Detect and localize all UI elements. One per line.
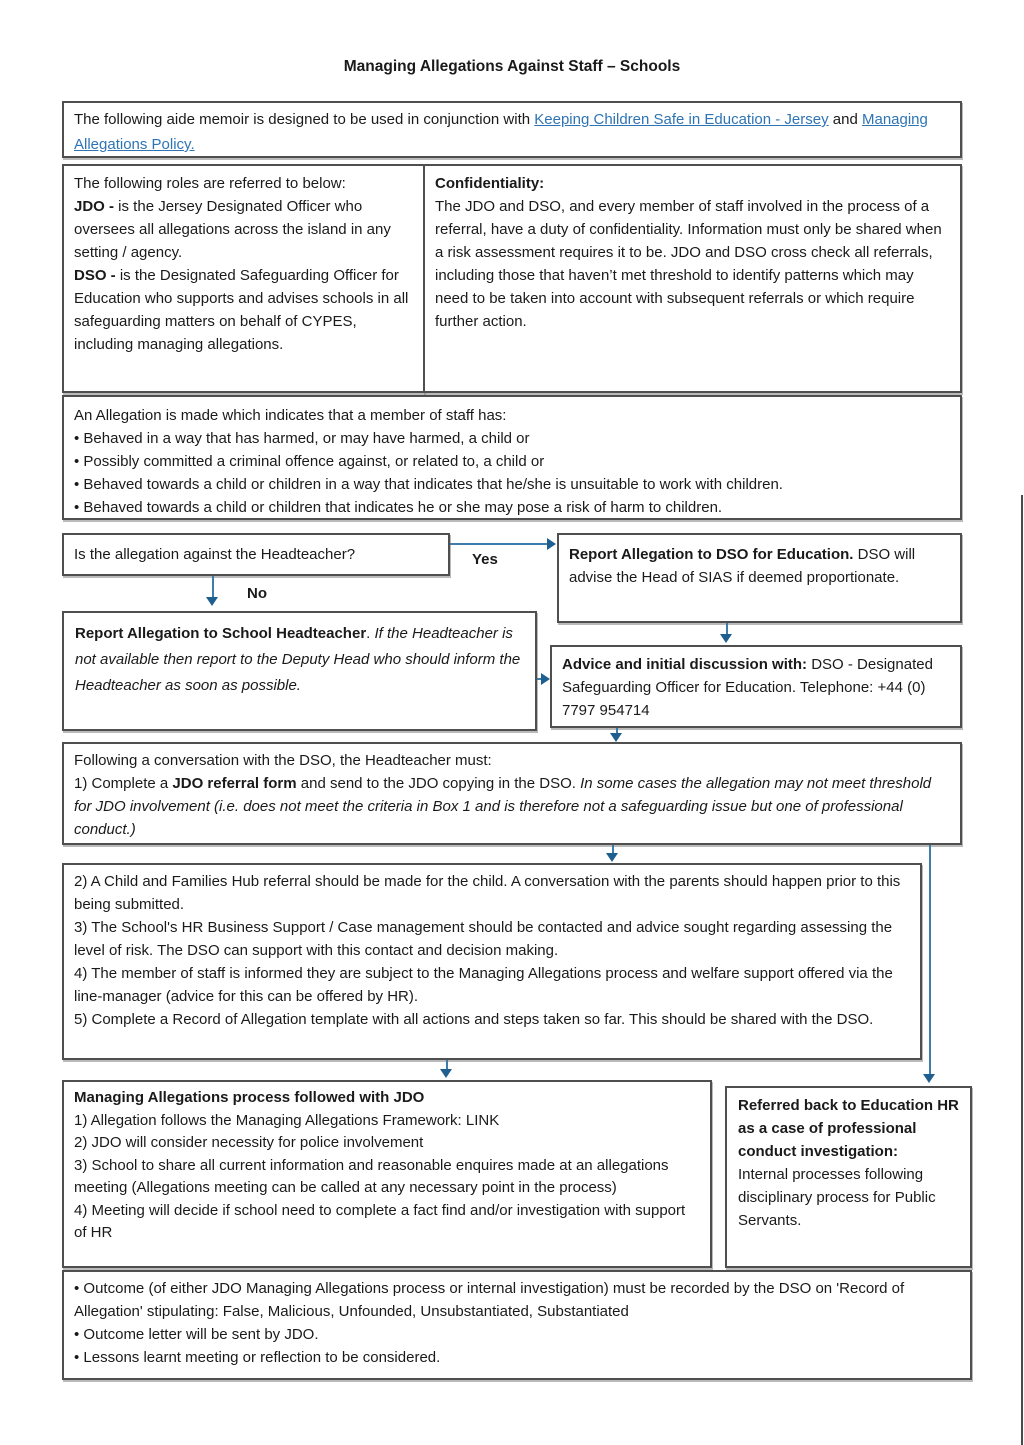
- jdo-process-heading: Managing Allegations process followed with JDO: [74, 1089, 425, 1106]
- roles-definition-box: [62, 164, 425, 393]
- confidentiality-body: The JDO and DSO, and every member of staff involved in the process of a referral, have a duty of confidentiality. Information must only be shared when a risk assessment requires it to be. JDO and DSO cross check all referrals, including those that haven’t met threshold to identify patterns which may need to be taken into account with subsequent referrals or which require further action.: [435, 198, 942, 330]
- outcome-box: [62, 1270, 972, 1380]
- link-keeping-children-safe[interactable]: Keeping Children Safe in Education - Jersey: [534, 111, 829, 128]
- referred-rest: Internal processes following disciplinary process for Public Servants.: [738, 1166, 936, 1229]
- step1-mid: and send to the JDO copying in the DSO.: [296, 775, 581, 792]
- intro-box: [62, 101, 962, 158]
- following-step1: [74, 772, 950, 841]
- allegation-bullet: • Behaved towards a child or children in a way that indicates that he/she is unsuitable to work with children.: [74, 476, 783, 493]
- headteacher-question: Is the allegation against the Headteacher?: [74, 546, 356, 563]
- following-to-referred-arrowhead-icon: [923, 1074, 935, 1083]
- advice-rest: DSO - Designated Safeguarding Officer for Education. Telephone: +44 (0) 7797 954714: [562, 656, 933, 719]
- step-item: 2) A Child and Families Hub referral should be made for the child. A conversation with the parents should happen prior to this being submitted.: [74, 873, 901, 913]
- following-to-referred-arrow-line: [929, 845, 931, 1075]
- headteacher-question-box: [62, 533, 450, 576]
- jdo-label: JDO -: [74, 198, 115, 215]
- yes-arrowhead-icon: [547, 538, 556, 550]
- jdo-process-item: 3) School to share all current information and reasonable enquires made at an allegations meeting (Allegations meeting can be called at any necessary point in the process): [74, 1156, 669, 1196]
- confidentiality-heading: Confidentiality:: [435, 175, 545, 192]
- steps-to-jdo-process-arrowhead-icon: [440, 1069, 452, 1078]
- page-title: Managing Allegations Against Staff – Schools: [343, 58, 681, 75]
- jdo-text: is the Jersey Designated Officer who oversees all allegations across the island in any setting / agency.: [74, 198, 391, 261]
- outcome-bullet: • Outcome (of either JDO Managing Allegations process or internal investigation) must be recorded by the DSO on 'Record of Allegation' stipulating: False, Malicious, Unfounded, Unsubstantiated, Substantiated: [74, 1280, 905, 1320]
- allegation-bullet: • Possibly committed a criminal offence against, or related to, a child or: [74, 453, 545, 470]
- confidentiality-box: [423, 164, 962, 393]
- jdo-process-item: 2) JDO will consider necessity for police involvement: [74, 1134, 424, 1151]
- intro-text: The following aide memoir is designed to be used in conjunction with: [74, 111, 535, 128]
- link-managing-allegations-policy[interactable]: Managing Allegations Policy.: [74, 111, 928, 153]
- steps-2-5-box: [62, 863, 922, 1060]
- dso-text: is the Designated Safeguarding Officer for Education who supports and advises schools in all safeguarding matters on behalf of CYPES, including managing allegations.: [74, 267, 409, 353]
- dso-definition: [74, 264, 413, 356]
- following-line1: Following a conversation with the DSO, the Headteacher must:: [74, 752, 492, 769]
- step1-bold: JDO referral form: [172, 775, 297, 792]
- report-to-dso-box: [557, 533, 962, 623]
- step-item: 3) The School's HR Business Support / Case management should be contacted and advice sought regarding assessing the level of risk. The DSO can support with this contact and decision making.: [74, 919, 893, 959]
- yes-label: Yes: [472, 551, 498, 568]
- allegation-bullet: • Behaved towards a child or children that indicates he or she may pose a risk of harm to children.: [74, 499, 723, 516]
- yes-arrow-line: [450, 543, 547, 545]
- no-arrowhead-icon: [206, 597, 218, 606]
- referred-bold: Referred back to Education HR as a case of professional conduct investigation:: [738, 1097, 959, 1160]
- roles-intro: The following roles are referred to below:: [74, 175, 346, 192]
- report-to-headteacher-sep: .: [366, 625, 375, 642]
- allegation-definition-box: [62, 395, 962, 520]
- headteacher-to-advice-arrowhead-icon: [541, 673, 550, 685]
- referred-to-hr-box: [725, 1086, 972, 1268]
- no-arrow-line: [212, 576, 214, 599]
- report-to-headteacher-box: [62, 611, 537, 731]
- intro-and: and: [828, 111, 862, 128]
- advice-discussion-box: [550, 645, 962, 728]
- step-item: 4) The member of staff is informed they are subject to the Managing Allegations process and welfare support offered via the line-manager (advice for this can be offered by HR).: [74, 965, 893, 1005]
- step1-pre: 1) Complete a: [74, 775, 173, 792]
- allegation-intro: An Allegation is made which indicates that a member of staff has:: [74, 407, 507, 424]
- jdo-definition: [74, 195, 413, 264]
- dso-to-advice-arrowhead-icon: [720, 634, 732, 643]
- jdo-process-box: [62, 1080, 712, 1268]
- outcome-bullet: • Lessons learnt meeting or reflection to be considered.: [74, 1349, 441, 1366]
- jdo-process-item: 1) Allegation follows the Managing Allegations Framework: LINK: [74, 1111, 500, 1129]
- step-item: 5) Complete a Record of Allegation template with all actions and steps taken so far. This should be shared with the DSO.: [74, 1011, 874, 1028]
- report-to-headteacher-italic: If the Headteacher is not available then report to the Deputy Head who should inform the Headteacher as soon as possible.: [75, 625, 521, 694]
- report-to-dso-rest: DSO will advise the Head of SIAS if deemed proportionate.: [569, 546, 916, 586]
- no-label: No: [247, 585, 267, 602]
- page-edge-line: [1021, 495, 1023, 1445]
- following-to-steps-arrowhead-icon: [606, 853, 618, 862]
- allegation-bullet: • Behaved in a way that has harmed, or may have harmed, a child or: [74, 430, 530, 447]
- step1-italic: In some cases the allegation may not meet threshold for JDO involvement (i.e. does not meet the criteria in Box 1 and is therefore not a safeguarding issue but one of professional conduct.): [74, 775, 932, 838]
- report-to-dso-bold: Report Allegation to DSO for Education.: [569, 546, 854, 563]
- jdo-process-item: 4) Meeting will decide if school need to complete a fact find and/or investigation with support of HR: [74, 1201, 686, 1241]
- headteacher-must-box: [62, 742, 962, 845]
- advice-bold: Advice and initial discussion with:: [562, 656, 808, 673]
- advice-to-following-arrowhead-icon: [610, 733, 622, 742]
- dso-label: DSO -: [74, 267, 116, 284]
- outcome-bullet: • Outcome letter will be sent by JDO.: [74, 1326, 319, 1343]
- report-to-headteacher-bold: Report Allegation to School Headteacher: [75, 625, 367, 642]
